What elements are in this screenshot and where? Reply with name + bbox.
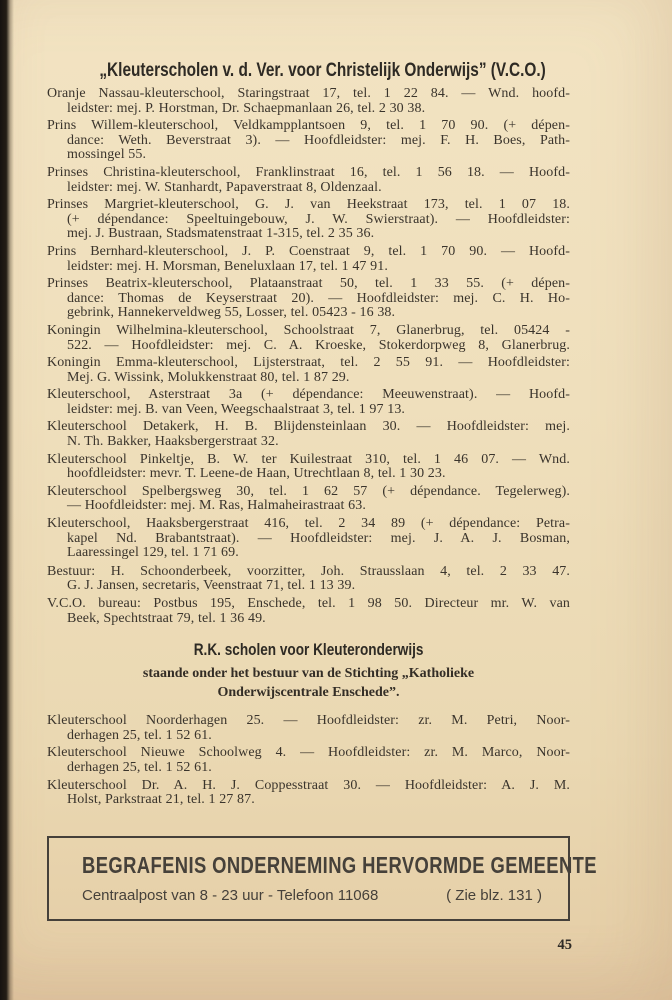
directory-entry xyxy=(47,714,570,743)
entry-line: Oranje Nassau-kleuterschool, Staringstraat 17, tel. 1 22 84. — Wnd. hoofd- xyxy=(47,86,570,101)
entry-line: V.C.O. bureau: Postbus 195, Enschede, tel. 1 98 50. Directeur mr. W. van xyxy=(47,596,570,611)
entry-line: Kleuterschool Nieuwe Schoolweg 4. — Hoofdleidster: zr. M. Marco, Noor- xyxy=(47,745,570,761)
subtitle-line: staande onder het bestuur van de Stichting „Katholieke xyxy=(142,666,475,682)
entry-line: Laaressingel 129, tel. 1 71 69. xyxy=(67,545,239,561)
entry-line: mej. J. Bustraan, Stadsmatenstraat 1-315, tel. 2 35 36. xyxy=(67,226,375,242)
entry-line: (+ dépendance: Speeltuingebouw, J. W. Swierstraat). — Hoofdleidster: xyxy=(67,211,570,227)
entry-line: — Hoofdleidster: mej. M. Ras, Halmaheirastraat 63. xyxy=(67,498,366,514)
directory-entry xyxy=(47,453,570,482)
directory-entry xyxy=(47,245,570,274)
directory-entry xyxy=(47,324,570,353)
rk-entry-list xyxy=(47,714,570,808)
directory-entry xyxy=(47,166,570,195)
entry-line: 522. — Hoofdleidster: mej. C. A. Kroeske, Stokerdorpweg 8, Glanerbrug. xyxy=(67,337,570,353)
entry-line: Kleuterschool Spelbergsweg 30, tel. 1 62 57 (+ dépendance. Tegelerweg). xyxy=(47,483,570,499)
entry-line: derhagen 25, tel. 1 52 61. xyxy=(67,727,212,743)
advertisement-title: BEGRAFENIS ONDERNEMING HERVORMDE GEMEENTE xyxy=(82,851,597,878)
section-title-vco xyxy=(47,55,570,81)
entry-line: leidster: mej. H. Morsman, Beneluxlaan 17, tel. 1 47 91. xyxy=(67,258,388,274)
entry-line: Bestuur: H. Schoonderbeek, voorzitter, Joh. Strausslaan 4, tel. 2 33 47. xyxy=(47,563,570,579)
entry-line: N. Th. Bakker, Haaksbergerstraat 32. xyxy=(67,434,279,450)
entry-line: Kleuterschool Detakerk, H. B. Blijdensteinlaan 30. — Hoofdleidster: mej. xyxy=(47,419,570,435)
directory-entry xyxy=(47,87,570,116)
advertisement-page-reference: ( Zie blz. 131 ) xyxy=(446,886,542,904)
entry-line: Prins Bernhard-kleuterschool, J. P. Coenstraat 9, tel. 1 70 90. — Hoofd- xyxy=(47,243,570,259)
section-title-vco-text: „Kleuterscholen v. d. Ver. voor Christelijk Onderwijs” (V.C.O.) xyxy=(99,60,546,81)
directory-entry xyxy=(47,356,570,385)
directory-entry xyxy=(47,119,570,163)
entry-line: gebrink, Hannekerveldweg 55, Losser, tel. 05423 - 16 38. xyxy=(67,305,396,321)
entry-line: Mej. G. Wissink, Molukkenstraat 80, tel. 1 87 29. xyxy=(67,369,350,385)
advertisement-info-row xyxy=(82,887,542,904)
entry-line: dance: Thomas de Keyserstraat 20). — Hoofdleidster: mej. C. H. Ho- xyxy=(67,290,570,306)
entry-line: Prins Willem-kleuterschool, Veldkampplantsoen 9, tel. 1 70 90. (+ dépen- xyxy=(47,118,570,134)
entry-line: dance: Weth. Beverstraat 3). — Hoofdleidster: mej. F. H. Boes, Path- xyxy=(67,132,570,148)
entry-line: leidster: mej. P. Horstman, Dr. Schaepmanlaan 26, tel. 2 30 38. xyxy=(67,100,426,116)
section-title-rk-text: R.K. scholen voor Kleuteronderwijs xyxy=(193,640,424,660)
entry-line: Kleuterschool, Haaksbergerstraat 416, tel. 2 34 89 (+ dépendance: Petra- xyxy=(47,516,570,532)
book-binding-edge xyxy=(0,0,14,1000)
page-content xyxy=(47,55,597,921)
entry-line: Koningin Emma-kleuterschool, Lijsterstraat, tel. 2 55 91. — Hoofdleidster: xyxy=(47,355,570,371)
entry-line: Kleuterschool Noorderhagen 25. — Hoofdleidster: zr. M. Petri, Noor- xyxy=(47,713,570,729)
entry-line: Kleuterschool Dr. A. H. J. Coppesstraat 30. — Hoofdleidster: A. J. M. xyxy=(47,777,570,793)
entry-line: Beek, Spechtstraat 79, tel. 1 36 49. xyxy=(67,610,266,626)
directory-entry xyxy=(47,277,570,321)
vco-entry-list xyxy=(47,87,570,626)
advertisement-hours: Centraalpost van 8 - 23 uur - Telefoon 11068 xyxy=(82,886,379,904)
advertisement-box xyxy=(47,836,597,921)
directory-entry xyxy=(47,198,570,242)
directory-entry-bureau xyxy=(47,597,570,626)
entry-line: Prinses Margriet-kleuterschool, G. J. van Heekstraat 173, tel. 1 07 18. xyxy=(47,197,570,213)
entry-line: derhagen 25, tel. 1 52 61. xyxy=(67,759,212,775)
entry-line: Prinses Beatrix-kleuterschool, Plataanstraat 50, tel. 1 33 55. (+ dépen- xyxy=(47,276,570,292)
entry-line: kapel Nd. Brabantstraat). — Hoofdleidster: mej. J. A. J. Bosman, xyxy=(67,530,570,546)
entry-line: leidster: mej. B. van Veen, Weegschaalstraat 3, tel. 1 97 13. xyxy=(67,401,406,417)
entry-line: Holst, Parkstraat 21, tel. 1 27 87. xyxy=(67,792,255,808)
section-title-rk xyxy=(47,638,570,660)
entry-line: Prinses Christina-kleuterschool, Franklinstraat 16, tel. 1 56 18. — Hoofd- xyxy=(47,164,570,180)
entry-line: hoofdleidster: mevr. T. Leene-de Haan, Utrechtlaan 8, tel. 1 30 23. xyxy=(67,466,446,482)
directory-entry xyxy=(47,779,570,808)
entry-line: G. J. Jansen, secretaris, Veenstraat 71, tel. 1 13 39. xyxy=(67,578,356,594)
entry-line: Kleuterschool Pinkeltje, B. W. ter Kuilestraat 310, tel. 1 46 07. — Wnd. xyxy=(47,451,570,467)
entry-line: mossingel 55. xyxy=(67,147,147,163)
entry-line: Kleuterschool, Asterstraat 3a (+ dépendance: Meeuwenstraat). — Hoofd- xyxy=(47,387,570,403)
page-number: 45 xyxy=(557,937,572,953)
directory-entry xyxy=(47,746,570,775)
entry-line: leidster: mej. W. Stanhardt, Papaverstraat 8, Oldenzaal. xyxy=(67,179,382,195)
directory-entry xyxy=(47,517,570,561)
directory-entry xyxy=(47,420,570,449)
subtitle-line: Onderwijscentrale Enschede”. xyxy=(217,685,400,701)
section-subtitle-rk xyxy=(47,664,570,702)
directory-entry xyxy=(47,485,570,514)
entry-line: Koningin Wilhelmina-kleuterschool, Schoolstraat 7, Glanerbrug, tel. 05424 - xyxy=(47,322,570,338)
directory-entry xyxy=(47,388,570,417)
directory-entry-board xyxy=(47,565,570,594)
